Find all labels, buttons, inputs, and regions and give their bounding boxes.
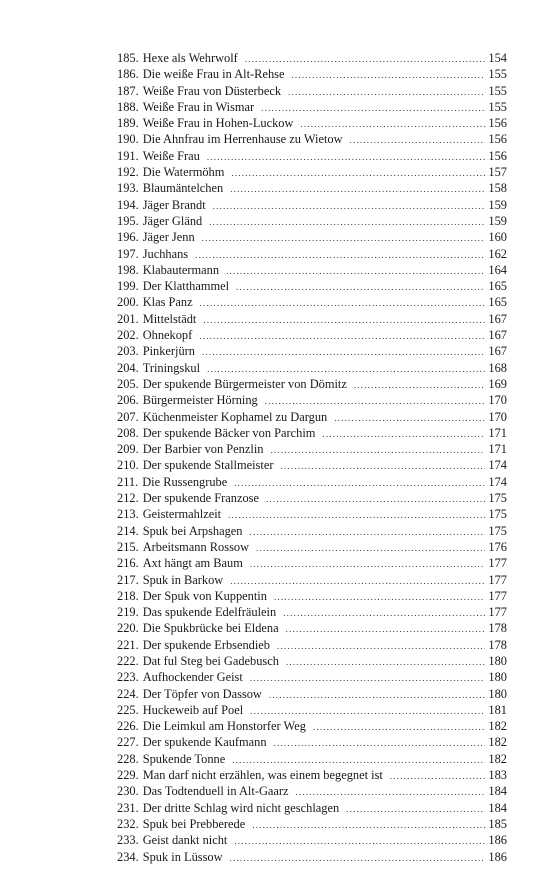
entry-page-number: 174 (488, 458, 507, 473)
toc-entry (117, 278, 507, 294)
dot-leader (266, 491, 485, 507)
entry-page-number: 181 (488, 702, 507, 717)
dot-leader (230, 573, 485, 589)
toc-entry (117, 734, 507, 750)
entry-number: 190. (117, 132, 139, 147)
entry-number: 225. (117, 702, 139, 717)
entry-page-number: 165 (488, 279, 507, 294)
entry-title: Die Watermöhm (142, 165, 225, 180)
entry-page-number: 178 (488, 637, 507, 652)
entry-number: 212. (117, 491, 139, 506)
entry-page-number: 156 (488, 132, 507, 147)
entry-title: Bürgermeister Hörning (142, 393, 258, 408)
toc-entry (117, 539, 507, 555)
toc-entry (117, 653, 507, 669)
entry-number: 195. (117, 213, 139, 228)
entry-number: 188. (117, 99, 139, 114)
entry-page-number: 155 (488, 67, 507, 82)
entry-title: Die Ahnfrau im Herrenhause zu Wietow (142, 132, 343, 147)
entry-page-number: 169 (488, 376, 507, 391)
entry-title: Geistermahlzeit (142, 507, 222, 522)
toc-entry (117, 637, 507, 653)
dot-leader (250, 670, 486, 686)
toc-entry (117, 751, 507, 767)
entry-page-number: 185 (488, 816, 507, 831)
entry-title: Weiße Frau (142, 148, 200, 163)
entry-number: 217. (117, 572, 139, 587)
entry-page-number: 155 (488, 99, 507, 114)
entry-page-number: 164 (488, 262, 507, 277)
toc-entry (117, 457, 507, 473)
entry-title: Blaumäntelchen (142, 181, 224, 196)
entry-page-number: 157 (488, 165, 507, 180)
toc-entry (117, 197, 507, 213)
dot-leader (296, 784, 486, 800)
entry-number: 206. (117, 393, 139, 408)
entry-number: 222. (117, 653, 139, 668)
entry-title: Mittelstädt (142, 311, 197, 326)
dot-leader (346, 801, 485, 817)
entry-number: 227. (117, 735, 139, 750)
entry-number: 220. (117, 621, 139, 636)
toc-entry (117, 604, 507, 620)
entry-title: Der spukende Franzose (142, 491, 259, 506)
entry-title: Der spukende Bäcker von Parchim (142, 425, 316, 440)
dot-leader (288, 84, 485, 100)
toc-entry (117, 376, 507, 392)
toc-entry (117, 506, 507, 522)
dot-leader (250, 524, 486, 540)
entry-number: 207. (117, 409, 139, 424)
toc-entry (117, 83, 507, 99)
entry-page-number: 186 (488, 849, 507, 864)
entry-page-number: 171 (488, 425, 507, 440)
dot-leader (277, 638, 485, 654)
dot-leader (354, 377, 486, 393)
dot-leader (283, 605, 485, 621)
entry-page-number: 155 (488, 83, 507, 98)
toc-entry (117, 767, 507, 783)
entry-page-number: 177 (488, 588, 507, 603)
entry-number: 233. (117, 833, 139, 848)
entry-number: 209. (117, 442, 139, 457)
toc-entry (117, 246, 507, 262)
entry-page-number: 175 (488, 523, 507, 538)
dot-leader (232, 752, 485, 768)
entry-title: Ohnekopf (142, 328, 193, 343)
entry-page-number: 159 (488, 197, 507, 212)
toc-entry (117, 131, 507, 147)
dot-leader (226, 263, 485, 279)
entry-title: Der Töpfer von Dassow (142, 686, 262, 701)
toc-entry (117, 783, 507, 799)
entry-number: 218. (117, 588, 139, 603)
entry-page-number: 168 (488, 360, 507, 375)
entry-page-number: 178 (488, 621, 507, 636)
entry-number: 219. (117, 605, 139, 620)
entry-page-number: 177 (488, 572, 507, 587)
entry-number: 215. (117, 539, 139, 554)
dot-leader (234, 475, 485, 491)
entry-title: Küchenmeister Kophamel zu Dargun (142, 409, 328, 424)
entry-number: 187. (117, 83, 139, 98)
entry-page-number: 183 (488, 768, 507, 783)
entry-number: 196. (117, 230, 139, 245)
dot-leader (228, 507, 485, 523)
dot-leader (274, 735, 486, 751)
dot-leader (261, 100, 485, 116)
entry-page-number: 177 (488, 556, 507, 571)
entry-title: Spuk bei Arpshagen (142, 523, 243, 538)
entry-title: Aufhockender Geist (142, 670, 243, 685)
toc-entry (117, 99, 507, 115)
toc-entry (117, 669, 507, 685)
entry-title: Spukende Tonne (142, 751, 226, 766)
toc-entry (117, 262, 507, 278)
entry-title: Das spukende Edelfräulein (142, 605, 277, 620)
dot-leader (195, 247, 485, 263)
toc-entry (117, 523, 507, 539)
toc-entry (117, 311, 507, 327)
entry-title: Der Barbier von Penzlin (142, 442, 264, 457)
toc-entry (117, 572, 507, 588)
entry-title: Triningskul (142, 360, 201, 375)
entry-number: 211. (117, 474, 139, 489)
entry-number: 185. (117, 51, 139, 65)
entry-page-number: 184 (488, 784, 507, 799)
entry-page-number: 165 (488, 295, 507, 310)
entry-title: Der dritte Schlag wird nicht geschlagen (142, 800, 340, 815)
entry-title: Der spukende Kaufmann (142, 735, 267, 750)
entry-title: Geist dankt nicht (142, 833, 228, 848)
entry-number: 194. (117, 197, 139, 212)
entry-title: Dat ful Steg bei Gadebusch (142, 653, 279, 668)
entry-page-number: 171 (488, 442, 507, 457)
entry-title: Arbeitsmann Rossow (142, 539, 250, 554)
entry-number: 208. (117, 425, 139, 440)
entry-number: 189. (117, 116, 139, 131)
entry-number: 234. (117, 849, 139, 864)
toc-entry (117, 213, 507, 229)
entry-number: 193. (117, 181, 139, 196)
entry-title: Der spukende Erbsendieb (142, 637, 270, 652)
toc-entry (117, 392, 507, 408)
entry-page-number: 180 (488, 686, 507, 701)
entry-page-number: 156 (488, 116, 507, 131)
toc-entry (117, 849, 507, 865)
dot-leader (280, 458, 485, 474)
entry-title: Die Leimkul am Honstorfer Weg (142, 719, 306, 734)
entry-page-number: 182 (488, 751, 507, 766)
dot-leader (202, 230, 486, 246)
dot-leader (250, 703, 485, 719)
toc-entry (117, 620, 507, 636)
dot-leader (291, 67, 485, 83)
toc-entry (117, 832, 507, 848)
entry-number: 191. (117, 148, 139, 163)
entry-number: 192. (117, 165, 139, 180)
entry-page-number: 182 (488, 719, 507, 734)
entry-number: 230. (117, 784, 139, 799)
toc-entry (117, 360, 507, 376)
toc-entry (117, 588, 507, 604)
entry-title: Die Russengrube (142, 474, 228, 489)
entry-number: 214. (117, 523, 139, 538)
dot-leader (209, 214, 485, 230)
toc-entry (117, 816, 507, 832)
entry-number: 213. (117, 507, 139, 522)
entry-number: 210. (117, 458, 139, 473)
entry-number: 221. (117, 637, 139, 652)
entry-number: 224. (117, 686, 139, 701)
toc-entry (117, 800, 507, 816)
entry-page-number: 175 (488, 507, 507, 522)
entry-number: 198. (117, 262, 139, 277)
toc-entry (117, 686, 507, 702)
entry-title: Spuk in Lüssow (142, 849, 223, 864)
entry-number: 232. (117, 816, 139, 831)
dot-leader (236, 279, 485, 295)
entry-page-number: 160 (488, 230, 507, 245)
entry-title: Jäger Brandt (142, 197, 206, 212)
dot-leader (274, 589, 485, 605)
entry-page-number: 159 (488, 213, 507, 228)
entry-number: 200. (117, 295, 139, 310)
entry-title: Der Spuk von Kuppentin (142, 588, 267, 603)
dot-leader (203, 312, 485, 328)
dot-leader (265, 393, 486, 409)
entry-page-number: 167 (488, 344, 507, 359)
dot-leader (390, 768, 486, 784)
entry-page-number: 174 (488, 474, 507, 489)
dot-leader (286, 621, 486, 637)
entry-number: 201. (117, 311, 139, 326)
entry-page-number: 170 (488, 409, 507, 424)
dot-leader (207, 149, 486, 165)
toc-entry (117, 180, 507, 196)
dot-leader (256, 540, 485, 556)
entry-number: 197. (117, 246, 139, 261)
entry-number: 204. (117, 360, 139, 375)
entry-title: Die weiße Frau in Alt-Rehse (142, 67, 285, 82)
toc-entry (117, 50, 507, 66)
dot-leader (199, 328, 485, 344)
toc-entry (117, 294, 507, 310)
entry-page-number: 180 (488, 653, 507, 668)
dot-leader (334, 410, 485, 426)
dot-leader (286, 654, 485, 670)
entry-title: Weiße Frau in Hohen-Luckow (142, 116, 294, 131)
entry-page-number: 184 (488, 800, 507, 815)
entry-title: Huckeweib auf Poel (142, 702, 244, 717)
dot-leader (202, 344, 485, 360)
entry-number: 226. (117, 719, 139, 734)
entry-page-number: 177 (488, 605, 507, 620)
toc-entry (117, 490, 507, 506)
entry-page-number: 154 (488, 51, 507, 65)
toc-entry (117, 343, 507, 359)
toc-entry (117, 474, 507, 490)
entry-title: Die Spukbrücke bei Eldena (142, 621, 279, 636)
toc-entry (117, 702, 507, 718)
toc-entry (117, 718, 507, 734)
entry-number: 216. (117, 556, 139, 571)
entry-title: Hexe als Wehrwolf (142, 51, 238, 65)
entry-page-number: 167 (488, 311, 507, 326)
entry-title: Klabautermann (142, 262, 220, 277)
entry-page-number: 182 (488, 735, 507, 750)
entry-title: Das Todtenduell in Alt-Gaarz (142, 784, 289, 799)
entry-page-number: 167 (488, 328, 507, 343)
entry-title: Weiße Frau in Wismar (142, 99, 255, 114)
entry-title: Jäger Jenn (142, 230, 195, 245)
entry-number: 228. (117, 751, 139, 766)
dot-leader (350, 132, 486, 148)
toc-entry (117, 148, 507, 164)
table-of-contents (117, 50, 507, 865)
dot-leader (231, 165, 485, 181)
entry-number: 223. (117, 670, 139, 685)
dot-leader (270, 442, 485, 458)
dot-leader (230, 181, 485, 197)
entry-title: Axt hängt am Baum (142, 556, 243, 571)
toc-entry (117, 327, 507, 343)
dot-leader (269, 687, 486, 703)
entry-number: 199. (117, 279, 139, 294)
dot-leader (230, 850, 486, 866)
entry-title: Der spukende Bürgermeister von Dömitz (142, 376, 347, 391)
entry-title: Weiße Frau von Düsterbeck (142, 83, 282, 98)
dot-leader (245, 51, 486, 67)
entry-title: Der spukende Stallmeister (142, 458, 274, 473)
dot-leader (207, 361, 485, 377)
toc-entry (117, 425, 507, 441)
entry-title: Man darf nicht erzählen, was einem begegnet ist (142, 768, 383, 783)
dot-leader (234, 833, 485, 849)
entry-page-number: 170 (488, 393, 507, 408)
dot-leader (313, 719, 485, 735)
entry-number: 231. (117, 800, 139, 815)
entry-page-number: 175 (488, 491, 507, 506)
toc-entry (117, 229, 507, 245)
dot-leader (322, 426, 485, 442)
dot-leader (213, 198, 486, 214)
dot-leader (252, 817, 485, 833)
entry-page-number: 158 (488, 181, 507, 196)
entry-page-number: 180 (488, 670, 507, 685)
toc-entry (117, 409, 507, 425)
entry-number: 205. (117, 376, 139, 391)
toc-entry (117, 441, 507, 457)
entry-number: 202. (117, 328, 139, 343)
entry-title: Jäger Gländ (142, 213, 203, 228)
entry-page-number: 156 (488, 148, 507, 163)
entry-number: 229. (117, 768, 139, 783)
entry-page-number: 162 (488, 246, 507, 261)
entry-page-number: 176 (488, 539, 507, 554)
entry-title: Spuk in Barkow (142, 572, 224, 587)
entry-title: Juchhans (142, 246, 189, 261)
toc-entry (117, 164, 507, 180)
toc-entry (117, 115, 507, 131)
entry-title: Spuk bei Prebberede (142, 816, 246, 831)
entry-title: Pinkerjürn (142, 344, 195, 359)
dot-leader (200, 295, 486, 311)
toc-entry (117, 555, 507, 571)
entry-page-number: 186 (488, 833, 507, 848)
toc-entry (117, 66, 507, 82)
entry-title: Der Klatthammel (142, 279, 230, 294)
dot-leader (250, 556, 486, 572)
entry-title: Klas Panz (142, 295, 193, 310)
entry-number: 186. (117, 67, 139, 82)
entry-number: 203. (117, 344, 139, 359)
dot-leader (300, 116, 485, 132)
